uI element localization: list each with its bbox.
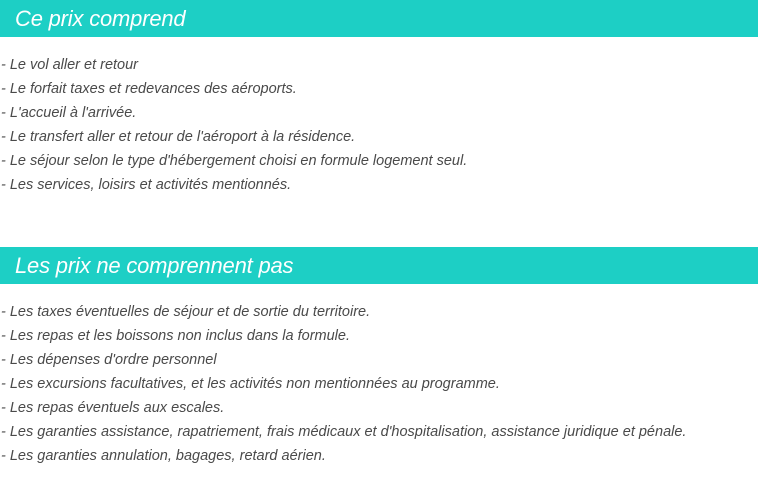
list-item: - Le forfait taxes et redevances des aéroports. (1, 81, 297, 97)
list-item: - Les garanties assistance, rapatriement, frais médicaux et d'hospitalisation, assistance juridique et pénale. (1, 424, 687, 440)
excluded-section-header: Les prix ne comprennent pas (0, 247, 758, 284)
list-item: - Les dépenses d'ordre personnel (1, 352, 217, 368)
list-item: - Les repas éventuels aux escales. (1, 400, 225, 416)
included-list (0, 53, 467, 197)
included-section-header: Ce prix comprend (0, 0, 758, 37)
list-item: - Le transfert aller et retour de l'aéroport à la résidence. (1, 129, 356, 145)
list-item: - Les garanties annulation, bagages, retard aérien. (1, 448, 326, 464)
list-item: - Les services, loisirs et activités mentionnés. (1, 177, 292, 193)
list-item: - Le vol aller et retour (1, 57, 139, 73)
list-item: - L'accueil à l'arrivée. (1, 105, 137, 121)
excluded-list (0, 300, 686, 468)
list-item: - Les taxes éventuelles de séjour et de sortie du territoire. (1, 304, 371, 320)
list-item: - Le séjour selon le type d'hébergement choisi en formule logement seul. (1, 153, 468, 169)
list-item: - Les repas et les boissons non inclus dans la formule. (1, 328, 350, 344)
list-item: - Les excursions facultatives, et les activités non mentionnées au programme. (1, 376, 500, 392)
